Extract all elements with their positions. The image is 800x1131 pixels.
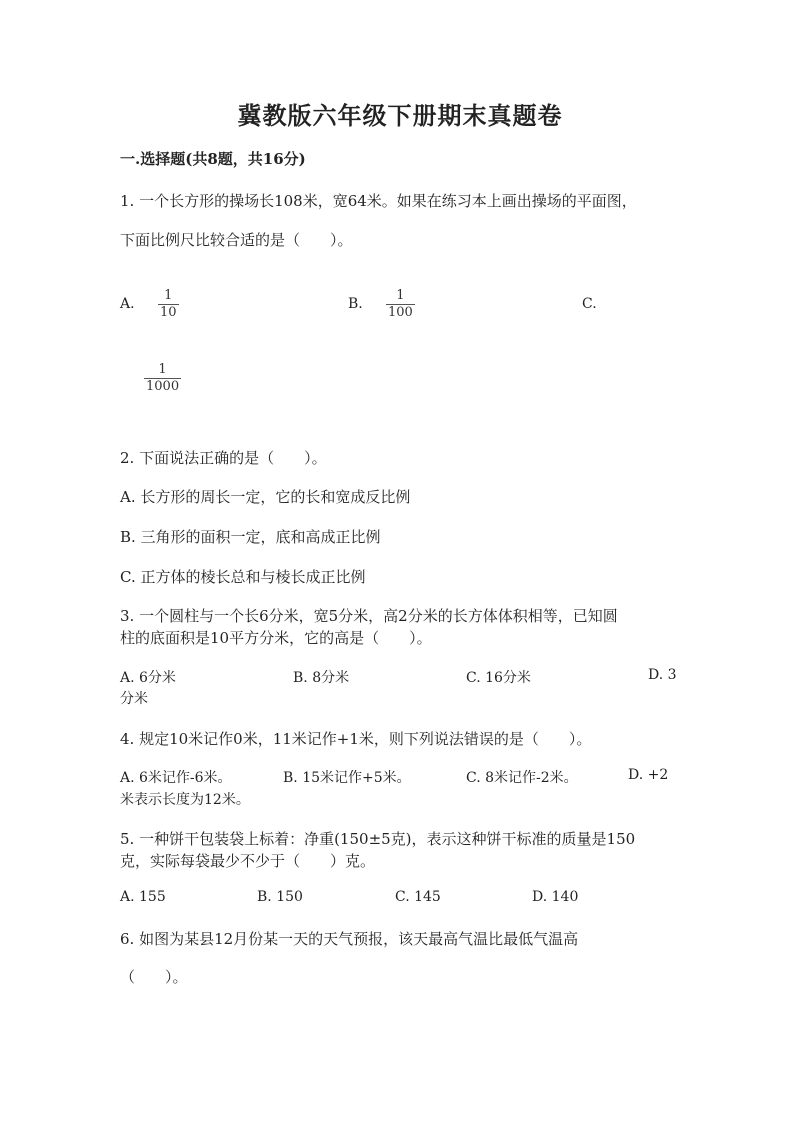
option-c-fraction [144,362,181,395]
question-2-option-a: A. 长方形的周长一定，它的长和宽成反比例 [120,488,411,506]
question-3-option-b: B. 8分米 [293,670,350,686]
option-b-fraction [386,288,415,321]
question-5-stem-line2: 克，实际每袋最少不少于（ ）克。 [120,852,376,870]
option-c-label: C. [582,296,597,312]
question-5-stem-line1: 5. 一种饼干包装袋上标着：净重(150±5克)，表示这种饼干标准的质量是150 [120,830,636,848]
question-3-option-d-continued: 分米 [120,691,148,707]
question-1-stem-line1: 1. 一个长方形的操场长108米，宽64米。如果在练习本上画出操场的平面图， [120,192,637,210]
fraction-denominator: 100 [388,305,413,320]
question-5-option-c: C. 145 [395,889,441,905]
question-3-option-c: C. 16分米 [466,670,531,686]
option-a-label: A. [120,296,135,312]
fraction-numerator: 1 [396,288,405,303]
question-4-stem: 4. 规定10米记作0米，11米记作+1米，则下列说法错误的是（ ）。 [120,730,592,748]
question-5-option-a: A. 155 [120,889,166,905]
section-heading: 一.选择题(共8题，共16分) [120,150,306,168]
fraction-denominator: 10 [160,305,177,320]
question-2-option-b: B. 三角形的面积一定，底和高成正比例 [120,528,381,546]
question-3-option-d: D. 3 [648,667,677,683]
fraction-numerator: 1 [164,288,173,303]
question-5-option-b: B. 150 [257,889,303,905]
question-4-option-d-continued: 米表示长度为12米。 [120,792,250,808]
question-4-option-d: D. +2 [628,767,669,783]
question-2-option-c: C. 正方体的棱长总和与棱长成正比例 [120,568,366,586]
question-4-option-b: B. 15米记作+5米。 [283,770,411,786]
question-1-stem-line2: 下面比例尺比较合适的是（ ）。 [120,231,353,249]
question-6-stem-line1: 6. 如图为某县12月份某一天的天气预报，该天最高气温比最低气温高 [120,930,579,948]
option-a-fraction [158,288,179,321]
question-3-stem-line2: 柱的底面积是10平方分米，它的高是（ ）。 [120,629,432,647]
question-5-option-d: D. 140 [532,889,579,905]
question-4-option-a: A. 6米记作-6米。 [120,770,232,786]
fraction-denominator: 1000 [146,379,180,394]
question-6-stem-line2: （ ）。 [120,968,188,986]
question-4-option-c: C. 8米记作-2米。 [466,770,578,786]
option-b-label: B. [348,296,363,312]
page-title: 冀教版六年级下册期末真题卷 [237,101,563,130]
fraction-numerator: 1 [158,362,167,377]
question-2-stem: 2. 下面说法正确的是（ ）。 [120,449,327,467]
question-3-option-a: A. 6分米 [120,670,176,686]
question-3-stem-line1: 3. 一个圆柱与一个长6分米，宽5分米，高2分米的长方体体积相等，已知圆 [120,607,618,625]
